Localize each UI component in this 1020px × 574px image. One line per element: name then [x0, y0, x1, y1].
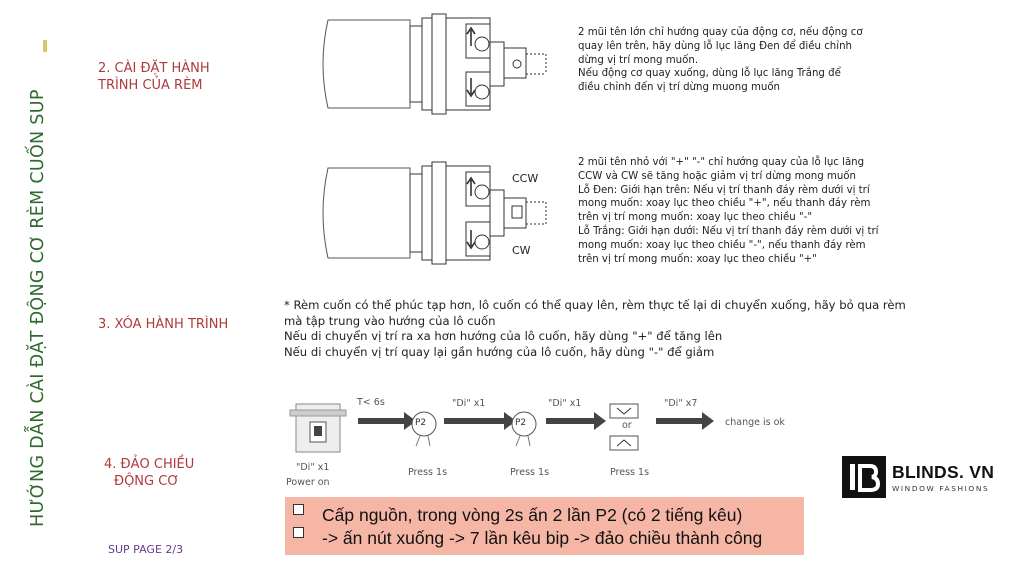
- press-label-1: Press 1s: [408, 467, 448, 478]
- desc2-line: 2 mũi tên nhỏ với "+" "-" chỉ hướng quay của lỗ lục lăng: [578, 157, 865, 168]
- section-4-title-line2: ĐỘNG CƠ: [114, 474, 180, 489]
- desc2-line: Lỗ Đen: Giới hạn trên: Nếu vị trí thanh đáy rèm dưới vị trí: [578, 184, 870, 196]
- xoa-line: mà tập trung vào hướng của lô cuốn: [284, 313, 496, 328]
- up-button-icon: [610, 436, 638, 450]
- power-on-label: Power on: [286, 477, 330, 488]
- press-label-3: Press 1s: [610, 467, 650, 478]
- desc2-line: trên vị trí mong muốn: xoay lục theo chiều "+": [578, 253, 817, 265]
- motor-diagram-1: [318, 12, 558, 116]
- desc2-line: mong muốn: xoay lục theo chiều "+", nếu thanh đáy rèm: [578, 198, 871, 210]
- desc2-line: mong muốn: xoay lục theo chiều "-", nếu thanh đáy rèm: [578, 239, 866, 251]
- arrow-right-icon: [656, 412, 714, 430]
- di-x1-label-1: "Di" x1: [452, 398, 486, 409]
- press-label-2: Press 1s: [510, 467, 550, 478]
- brand-tagline: WINDOW FASHIONS: [892, 484, 990, 493]
- desc2-line: CCW và CW sẽ tăng hoặc giảm vị trí dừng mong muốn: [578, 170, 856, 182]
- desc1-line: dừng vị trí mong muốn.: [578, 54, 699, 66]
- p2-label-1: P2: [415, 418, 427, 428]
- checkbox-icon: [293, 527, 304, 538]
- page-vertical-title: HƯỚNG DẪN CÀI ĐẶT ĐỘNG CƠ RÈM CUỐN SUP: [28, 89, 48, 527]
- section-2-title: [98, 60, 210, 94]
- note-text-2: -> ấn nút xuống -> 7 lần kêu bip -> đảo chiều thành công: [322, 528, 763, 548]
- blinds-logo-icon: [842, 456, 886, 498]
- section-2-title-line2: TRÌNH CỦA RÈM: [98, 78, 203, 93]
- summary-note-box: [285, 497, 804, 555]
- power-breaker-icon: [290, 404, 346, 452]
- change-ok-label: change is ok: [725, 417, 785, 428]
- page-number-label: SUP PAGE 2/3: [108, 543, 184, 556]
- desc1-line: quay lên trên, hãy dùng lỗ lục lăng Đen để điều chỉnh: [578, 40, 852, 52]
- power-di-label: "Di" x1: [296, 462, 330, 473]
- cw-label: CW: [512, 244, 531, 257]
- clear-travel-text: [284, 298, 906, 360]
- desc1-line: Nếu động cơ quay xuống, dùng lỗ lục lăng Trắng để: [578, 68, 841, 80]
- checkbox-icon: [293, 504, 304, 515]
- di-x1-label-2: "Di" x1: [548, 398, 582, 409]
- xoa-line: Nếu di chuyển vị trí ra xa hơn hướng của lô cuốn, hãy dùng "+" để tăng lên: [284, 329, 723, 343]
- desc2-line: Lỗ Trắng: Giới hạn dưới: Nếu vị trí thanh đáy rèm dưới vị trí: [578, 225, 879, 237]
- xoa-line: * Rèm cuốn có thể phúc tạp hơn, lô cuốn có thể quay lên, rèm thực tế lại di chuyển xuống, hãy bỏ qua rèm: [284, 298, 906, 312]
- note-text-1: Cấp nguồn, trong vòng 2s ấn 2 lần P2 (có 2 tiếng kêu): [322, 505, 743, 525]
- ccw-label: CCW: [512, 172, 539, 185]
- p2-label-2: P2: [515, 418, 527, 428]
- section-4-title: [104, 456, 194, 490]
- description-block-2: [578, 156, 878, 266]
- section-4-title-line1: 4. ĐẢO CHIỀU: [104, 457, 195, 472]
- desc1-line: 2 mũi tên lớn chỉ hướng quay của động cơ, nếu động cơ: [578, 27, 863, 38]
- down-button-icon: [610, 404, 638, 418]
- note-line-2: [293, 527, 804, 550]
- brand-name: BLINDS. VN: [892, 462, 995, 482]
- timing-label: T< 6s: [357, 397, 385, 408]
- section-3-title: 3. XÓA HÀNH TRÌNH: [98, 317, 229, 332]
- arrow-right-icon: [444, 412, 516, 430]
- logo-mark-icon: [842, 456, 886, 498]
- arrow-right-icon: [358, 412, 416, 430]
- desc1-line: điều chỉnh đến vị trí dừng muong muốn: [578, 82, 781, 94]
- note-line-1: [293, 504, 804, 527]
- xoa-line: Nếu di chuyển vị trí quay lại gần hướng của lô cuốn, hãy dùng "-" để giảm: [284, 344, 715, 359]
- arrow-right-icon: [546, 412, 606, 430]
- description-block-1: [578, 26, 863, 95]
- desc2-line: trên vị trí mong muốn: xoay lục theo chiều "-": [578, 212, 813, 224]
- di-x7-label: "Di" x7: [664, 398, 698, 409]
- section-2-title-line1: 2. CÀI ĐẶT HÀNH: [98, 61, 210, 76]
- or-label: or: [622, 420, 632, 431]
